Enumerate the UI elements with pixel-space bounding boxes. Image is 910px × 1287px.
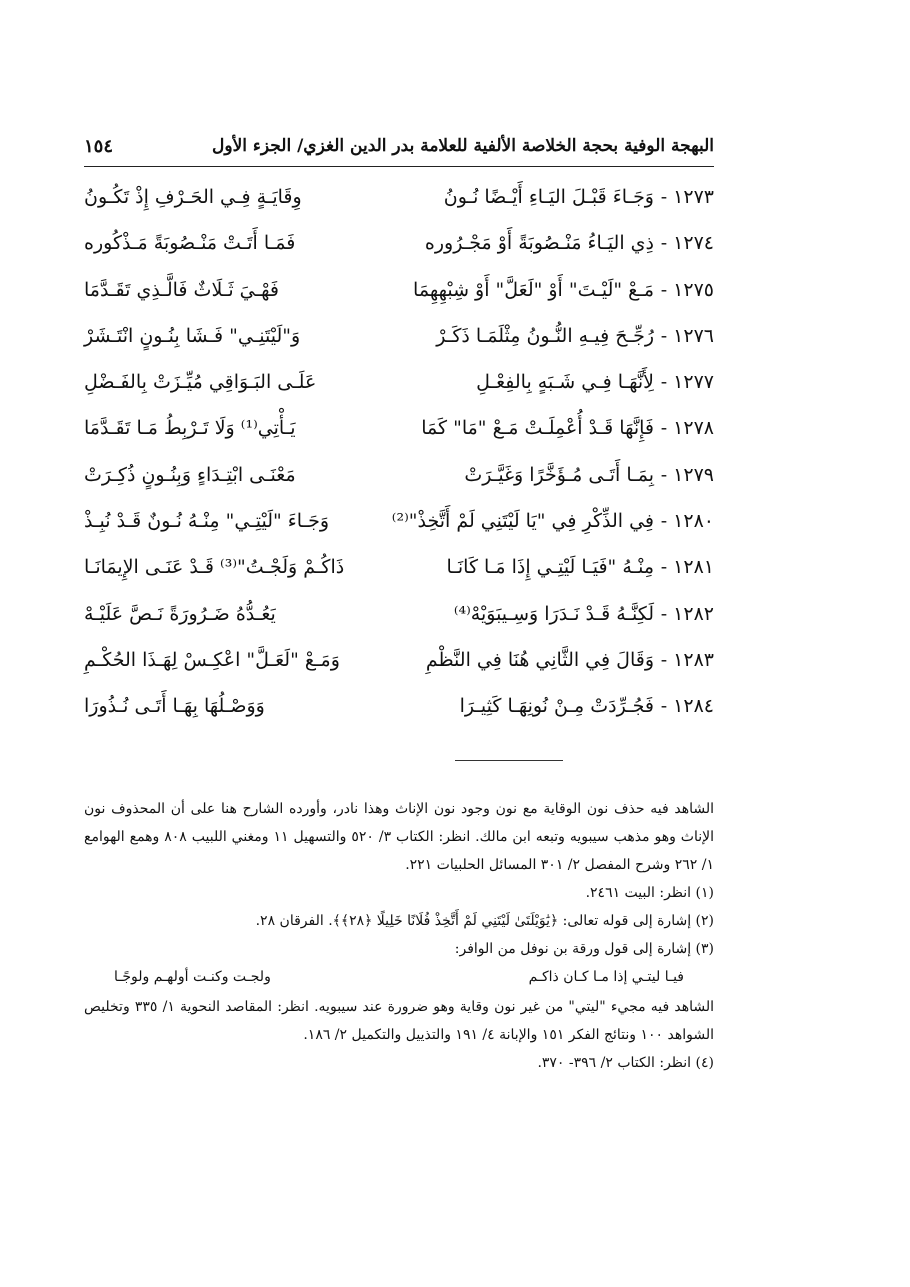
verse-number: ١٢٧٧ - [660, 371, 714, 394]
running-title: البهجة الوفية بحجة الخلاصة الألفية للعلامة بدر الدين الغزي/ الجزء الأول [212, 136, 714, 156]
verse-line [84, 271, 714, 317]
poem-second-hemistich: ولجـت وكنـت أولهـم ولوجًـا [114, 969, 271, 985]
verse-line [84, 409, 714, 455]
footnote-3-continuation: الشاهد فيه مجيء "ليتي" من غير نون وقاية وهو ضرورة عند سيبويه. انظر: المقاصد النحوية ١/ ٣٣٥ وتخليص الشواهد ١٠٠ ونتائج الفكر ١٥١ والإبانة ٤/ ١٩١ والتذييل والتكميل ٢/ ١٨٦. [84, 999, 715, 1043]
verse-list [84, 178, 714, 734]
verse-first-hemistich: رُجِّـحَ فِيـهِ النُّـونُ مِثْلَمَـا ذَكَـرْ [436, 324, 654, 347]
verse-second-hemistich: وَ"لَيْتَنِـي" فَـشَا بِنُـونٍ انْتَـشَرْ [84, 324, 301, 347]
verse-first-hemistich: لَكِنَّـهُ قَـدْ نَـدَرَا وَسِـيبَوَيْهْ⁽⁴⁾ [453, 602, 654, 625]
verse-first-hemistich: بِمَـا أَتَـى مُـؤَخَّرًا وَغَيَّـرَتْ [464, 463, 654, 486]
verse-number: ١٢٧٣ - [660, 186, 714, 208]
verse-line [84, 641, 714, 687]
verse-first-hemistich: فَإِنَّهَا قَـدْ أُعْمِلَـتْ مَـعْ "مَا" كَمَا [421, 417, 654, 440]
verse-number: ١٢٧٦ - [660, 324, 714, 347]
footnote-4: (٤) انظر: الكتاب ٢/ ٣٩٦- ٣٧٠. [537, 1055, 714, 1071]
verse-second-hemistich: وَجَـاءَ "لَيْتِـي" مِنْـهُ نُـونٌ قَـدْ نُبِـذْ [84, 510, 330, 533]
verse-number: ١٢٨٣ - [660, 648, 714, 671]
verse-line [84, 502, 714, 548]
verse-second-hemistich: مَعْنَـى ابْتِـدَاءٍ وَبِنُـونٍ ذُكِـرَتْ [84, 463, 296, 486]
verse-first-hemistich: فِي الذِّكْرِ فِي "يَا لَيْتَنِي لَمْ أَتَّخِذْ"⁽²⁾ [391, 510, 654, 533]
verse-first-hemistich: وَقَالَ فِي الثَّانِي هُنَا فِي النَّظْمِ [425, 648, 654, 671]
footnote-1: (١) انظر: البيت ٢٤٦١. [585, 885, 714, 901]
verse-second-hemistich: وَمَـعْ "لَعَـلَّ" اعْكِـسْ لِهَـذَا الحُكْـمِ [84, 648, 340, 671]
page-header [84, 136, 714, 167]
verse-second-hemistich: فَمَـا أَتَـتْ مَنْـصُوبَةً مَـذْكُوره [84, 232, 296, 255]
verse-number: ١٢٧٨ - [660, 417, 714, 440]
verse-number: ١٢٧٥ - [660, 278, 714, 301]
verse-first-hemistich: مَـعْ "لَيْـتَ" أَوْ "لَعَلَّ" أَوْ شِبْهِهِمَا [413, 278, 654, 301]
poem-first-hemistich: فيـا ليتـي إذا مـا كـان ذاكـم [528, 969, 684, 985]
footnote-2: (٢) إشارة إلى قوله تعالى: ﴿يَٰوَيْلَتَىٰ لَيْتَنِي لَمْ أَتَّخِذْ فُلَانًا خَلِيلًا ﴿٢٨﴾﴾. الفرقان ٢٨. [255, 913, 714, 929]
verse-line [84, 363, 714, 409]
verse-second-hemistich: يَعُـدُّهُ ضَـرُورَةً نَـصَّ عَلَيْـهْ [84, 602, 276, 625]
verse-second-hemistich: وَوَصْـلُهَا بِهَـا أَتَـى نُـذُورَا [84, 695, 265, 718]
verse-number: ١٢٨١ - [660, 556, 714, 579]
footnote-3: (٣) إشارة إلى قول ورقة بن نوفل من الوافر: [454, 941, 714, 957]
verse-line [84, 687, 714, 733]
verse-first-hemistich: وَجَـاءَ قَبْـلَ اليَـاءِ أَيْـضًا نُـونُ [443, 186, 654, 208]
verse-line [84, 456, 714, 502]
footnotes [84, 795, 714, 1077]
verse-second-hemistich: عَلَـى البَـوَاقِي مُيِّـزَتْ بِالفَـضْلِ [84, 371, 317, 394]
verse-number: ١٢٨٤ - [660, 695, 714, 718]
verse-second-hemistich: ذَاكُـمْ وَلَجْـتُ"⁽³⁾ قَـدْ عَنَـى الإِيمَانَـا [84, 556, 345, 579]
verse-number: ١٢٨٢ - [660, 602, 714, 625]
verse-number: ١٢٧٩ - [660, 463, 714, 486]
verse-number: ١٢٧٤ - [660, 232, 714, 255]
verse-first-hemistich: فَجُـرِّدَتْ مِـنْ نُونِهَـا كَثِيـرَا [459, 695, 654, 718]
verse-line [84, 178, 714, 224]
verse-second-hemistich: فَهْـيَ ثَـلَاثٌ فَالَّـذِي تَقَـدَّمَا [84, 278, 279, 301]
verse-line [84, 317, 714, 363]
verse-line [84, 595, 714, 641]
verse-first-hemistich: مِنْـهُ "فَيَـا لَيْتِـي إِذَا مَـا كَانَـا [446, 556, 654, 579]
footnote-continuation: الشاهد فيه حذف نون الوقاية مع نون وجود نون الإناث وهذا نادر، وأورده الشارح هنا على أن المحذوف نون الإناث وهو مذهب سيبويه وتبعه ابن مالك. انظر: الكتاب ٣/ ٥٢٠ والتسهيل ١١ ومغني اللبيب ٨٠٨ وهمع الهوامع ١/ ٢٦٢ وشرح المفصل ٢/ ٣٠١ المسائل الحلبيات ٢٢١. [84, 801, 715, 873]
verse-first-hemistich: لِأَنَّهَـا فِـي شَـبَهٍ بِالفِعْـلِ [476, 371, 654, 394]
verse-first-hemistich: ذِي اليَـاءُ مَنْـصُوبَةً أَوْ مَجْـرُوره [424, 232, 654, 255]
verse-line [84, 548, 714, 594]
footnote-separator [455, 760, 563, 761]
verse-second-hemistich: يَـأْتِي⁽¹⁾ وَلَا تَـرْبِطُ مَـا تَقَـدَّمَا [84, 417, 296, 440]
verse-second-hemistich: وِقَايَـةٍ فِـي الحَـرْفِ إِذْ تَكُـونُ [84, 186, 302, 208]
footnote-poem-line [84, 963, 714, 993]
verse-line [84, 224, 714, 270]
verse-number: ١٢٨٠ - [660, 510, 714, 533]
page-number: ١٥٤ [84, 136, 114, 157]
